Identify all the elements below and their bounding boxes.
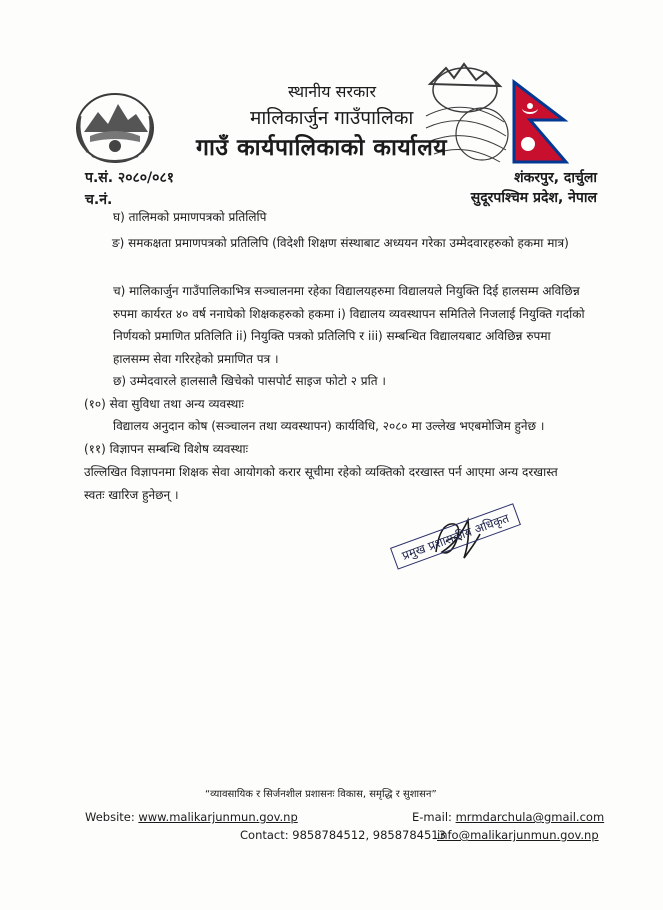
website-label: Website: — [85, 810, 135, 824]
contact-numbers: 9858784512, 9858784513 — [292, 828, 446, 842]
footer-email-2 — [437, 828, 599, 842]
footer-contact — [240, 828, 446, 842]
footer-email — [412, 810, 604, 824]
item-nga: ङ) समकक्षता प्रमाणपत्रको प्रतिलिपि (विदेशी शिक्षण संस्थाबाट अध्ययन गरेका उम्मेदवारहरुको हकमा मात्र) — [112, 236, 569, 250]
stamp-text: प्रमुख प्रशासकीय अधिकृत — [390, 503, 521, 569]
letterhead-line-local-government: स्थानीय सरकार — [288, 82, 376, 101]
item-cha: च) मालिकार्जुन गाउँपालिकाभित्र सञ्चालनमा रहेका विद्यालयहरुमा विद्यालयले नियुक्ति दिई हालसम्म अविछिन्न रुपमा कार्यरत ४० वर्ष ननाघेको शिक्षकहरुको हकमा i) विद्यालय व्यवस्थापन समितिले निजलाई नियुक्ति गर्दाको निर्णयको प्रमाणित प्रतिलिति ii) नियुक्ति पत्रको प्रतिलिपि र iii) सम्बन्धित विद्यालयबाट अविछिन्न रुपमा हालसम्म सेवा गरिरहेको प्रमाणित पत्र । — [113, 284, 585, 366]
email-link-2[interactable]: info@malikarjunmun.gov.np — [437, 828, 599, 842]
section-11-text: उल्लिखित विज्ञापनमा शिक्षक सेवा आयोगको करार सूचीमा रहेको व्यक्तिको दरखास्त पर्न आएमा अन्य दरखास्त स्वतः खारिज हुनेछन् । — [84, 465, 558, 502]
address-line-2: सुदूरपश्चिम प्रदेश, नेपाल — [470, 190, 597, 206]
reference-number: प.सं. २०८०/०८१ — [85, 170, 174, 186]
letterhead-municipality-name: मालिकार्जुन गाउँपालिका — [250, 107, 414, 129]
dispatch-number: च.नं. — [85, 192, 113, 208]
website-link[interactable]: www.malikarjunmun.gov.np — [138, 810, 298, 824]
footer-website — [85, 810, 298, 824]
nepal-flag — [510, 78, 570, 166]
section-11-heading: (११) विज्ञापन सम्बन्धि विशेष व्यवस्थाः — [84, 442, 249, 456]
footer-slogan: “व्यावसायिक र सिर्जनशील प्रशासनः विकास, समृद्धि र सुशासन” — [205, 789, 437, 800]
section-10-text: विद्यालय अनुदान कोष (सञ्चालन तथा व्यवस्थापन) कार्यविधि, २०८० मा उल्लेख भएबमोजिम हुनेछ । — [113, 419, 545, 433]
item-gha: घ) तालिमको प्रमाणपत्रको प्रतिलिपि — [113, 210, 267, 224]
address-line-1: शंकरपुर, दार्चुला — [514, 170, 597, 186]
section-10-heading: (१०) सेवा सुविधा तथा अन्य व्यवस्थाः — [84, 397, 244, 411]
email-link-1[interactable]: mrmdarchula@gmail.com — [455, 810, 605, 824]
letterhead-office-name: गाउँ कार्यपालिकाको कार्यालय — [196, 135, 448, 161]
contact-label: Contact: — [240, 828, 289, 842]
email-label: E-mail: — [412, 810, 452, 824]
government-emblem — [70, 86, 160, 166]
item-chha: छ) उम्मेदवारले हालसालै खिचेको पासपोर्ट साइज फोटो २ प्रति । — [113, 374, 386, 388]
